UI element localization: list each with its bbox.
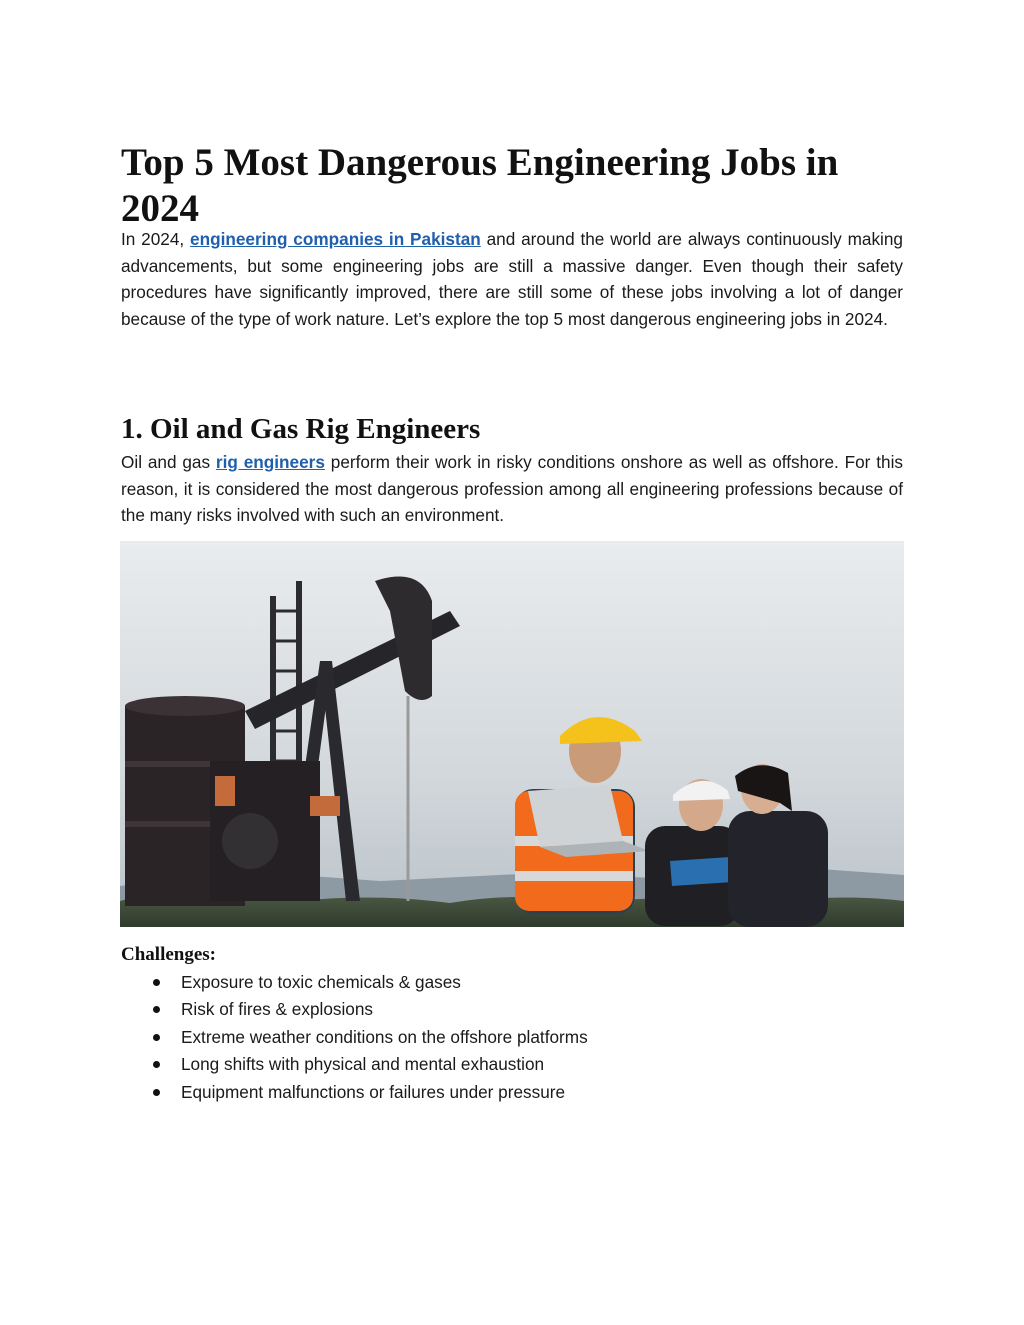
bullet-icon [153,1061,160,1068]
section-paragraph [121,449,903,529]
bullet-icon [153,1089,160,1096]
list-item [121,996,588,1023]
list-item [121,1024,588,1051]
list-item-text: Exposure to toxic chemicals & gases [181,972,461,992]
page-title: Top 5 Most Dangerous Engineering Jobs in 2024 [121,141,839,230]
list-item-text: Equipment malfunctions or failures under pressure [181,1081,566,1102]
list-item [121,1079,588,1106]
intro-prefix: In 2024, [121,229,191,249]
challenges-list [121,969,588,1106]
oil-rig-engineers-photo [120,541,904,927]
challenges-heading: Challenges: [121,944,216,965]
bullet-icon [153,979,160,986]
section-prefix: Oil and gas [121,452,216,472]
engineering-companies-link[interactable]: engineering companies in Pakistan [190,229,481,249]
bullet-icon [153,1034,160,1041]
intro-paragraph [121,226,903,332]
list-item [121,1051,588,1078]
list-item-text: Extreme weather conditions on the offshore platforms [181,1026,588,1047]
rig-engineers-link[interactable]: rig engineers [215,452,325,472]
section-suffix: perform their work in risky conditions onshore as well as offshore. For this reason, it is considered the most dangerous profession among all engineering professions because of the many risks involved with such an environment. [121,452,903,525]
section-heading: 1. Oil and Gas Rig Engineers [121,413,481,445]
list-item-text: Risk of fires & explosions [181,999,373,1020]
bullet-icon [153,1006,160,1013]
list-item [121,969,588,996]
list-item-text: Long shifts with physical and mental exhaustion [181,1054,545,1075]
intro-suffix: and around the world are always continuously making advancements, but some engineering jobs are still a massive danger. Even though their safety procedures have significantly improved, there are still some of these jobs involving a lot of danger because of the type of work nature. Let’s explore the top 5 most dangerous engineering jobs in 2024. [121,229,903,329]
